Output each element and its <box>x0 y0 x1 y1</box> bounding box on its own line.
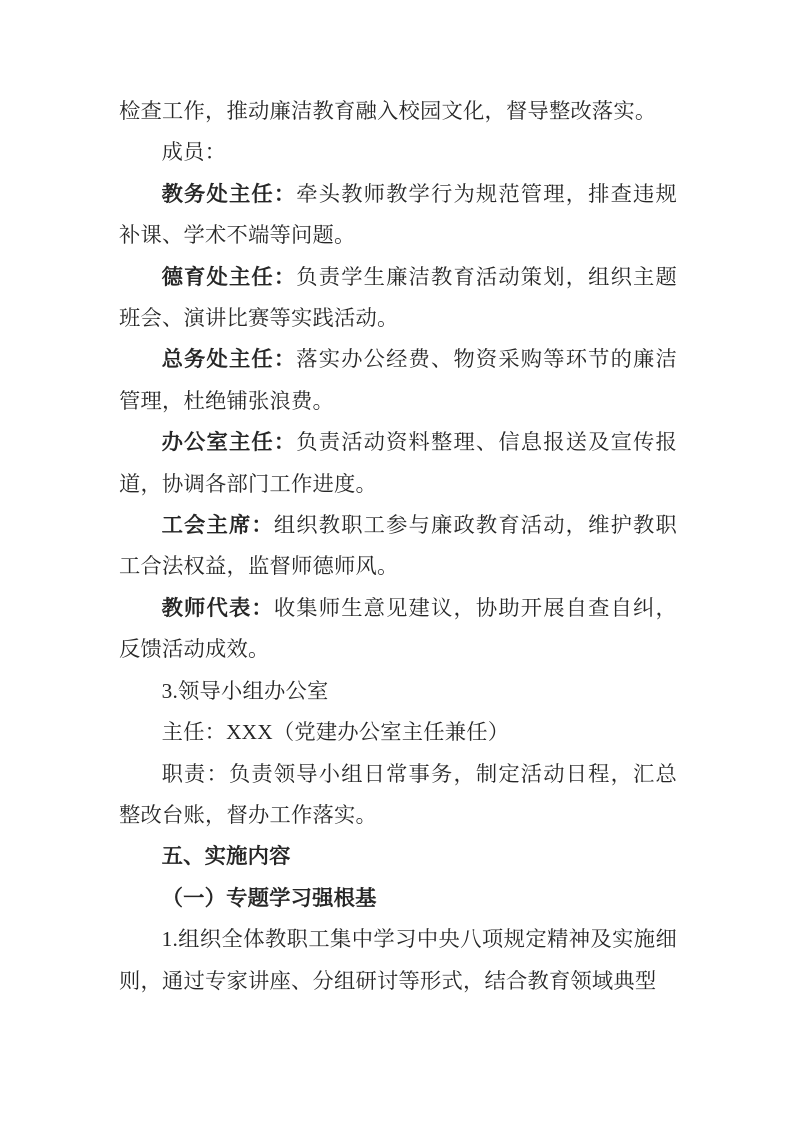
text-run: 组织教职工参与廉政教育活动，维护教职工合法权益，监督师德师风。 <box>119 513 677 579</box>
subsection-heading <box>119 878 677 919</box>
paragraph-9 <box>119 671 677 712</box>
bold-run: （一）专题学习强根基 <box>161 885 377 910</box>
paragraph-6 <box>119 422 677 505</box>
text-run: 主任：XXX（党建办公室主任兼任） <box>161 720 510 745</box>
bold-run: 办公室主任： <box>161 430 297 455</box>
paragraph-5 <box>119 339 677 422</box>
paragraph-7 <box>119 505 677 588</box>
text-run: 牵头教师教学行为规范管理，排查违规补课、学术不端等问题。 <box>119 181 677 248</box>
text-run: 成员： <box>161 140 227 165</box>
paragraph-2 <box>119 132 677 173</box>
paragraph-3 <box>119 174 677 257</box>
paragraph-11 <box>119 754 677 837</box>
section-heading <box>119 836 677 877</box>
text-run: 收集师生意见建议，协助开展自查自纠，反馈活动成效。 <box>119 595 677 662</box>
text-run: 职责：负责领导小组日常事务，制定活动日程，汇总整改台账，督办工作落实。 <box>119 761 677 827</box>
bold-run: 五、实施内容 <box>161 844 291 869</box>
paragraph-4 <box>119 257 677 340</box>
text-run: 负责学生廉洁教育活动策划，组织主题班会、演讲比赛等实践活动。 <box>119 264 677 331</box>
paragraph-14 <box>119 919 677 1002</box>
text-run: 负责活动资料整理、信息报送及宣传报道，协调各部门工作进度。 <box>119 430 677 496</box>
paragraph-1 <box>119 91 677 132</box>
bold-run: 工会主席： <box>161 513 274 538</box>
text-run: 检查工作，推动廉洁教育融入校园文化，督导整改落实。 <box>119 99 657 123</box>
text-run: 1.组织全体教职工集中学习中央八项规定精神及实施细则，通过专家讲座、分组研讨等形式，结合教育领域典型 <box>119 927 677 993</box>
paragraph-10 <box>119 712 677 753</box>
bold-run: 总务处主任： <box>161 347 297 372</box>
document-body <box>119 91 677 1002</box>
text-run: 3.领导小组办公室 <box>161 678 329 703</box>
text-run: 落实办公经费、物资采购等环节的廉洁管理，杜绝铺张浪费。 <box>119 347 677 413</box>
paragraph-8 <box>119 588 677 671</box>
bold-run: 德育处主任： <box>161 264 297 289</box>
bold-run: 教师代表： <box>161 595 274 620</box>
bold-run: 教务处主任： <box>161 181 297 206</box>
